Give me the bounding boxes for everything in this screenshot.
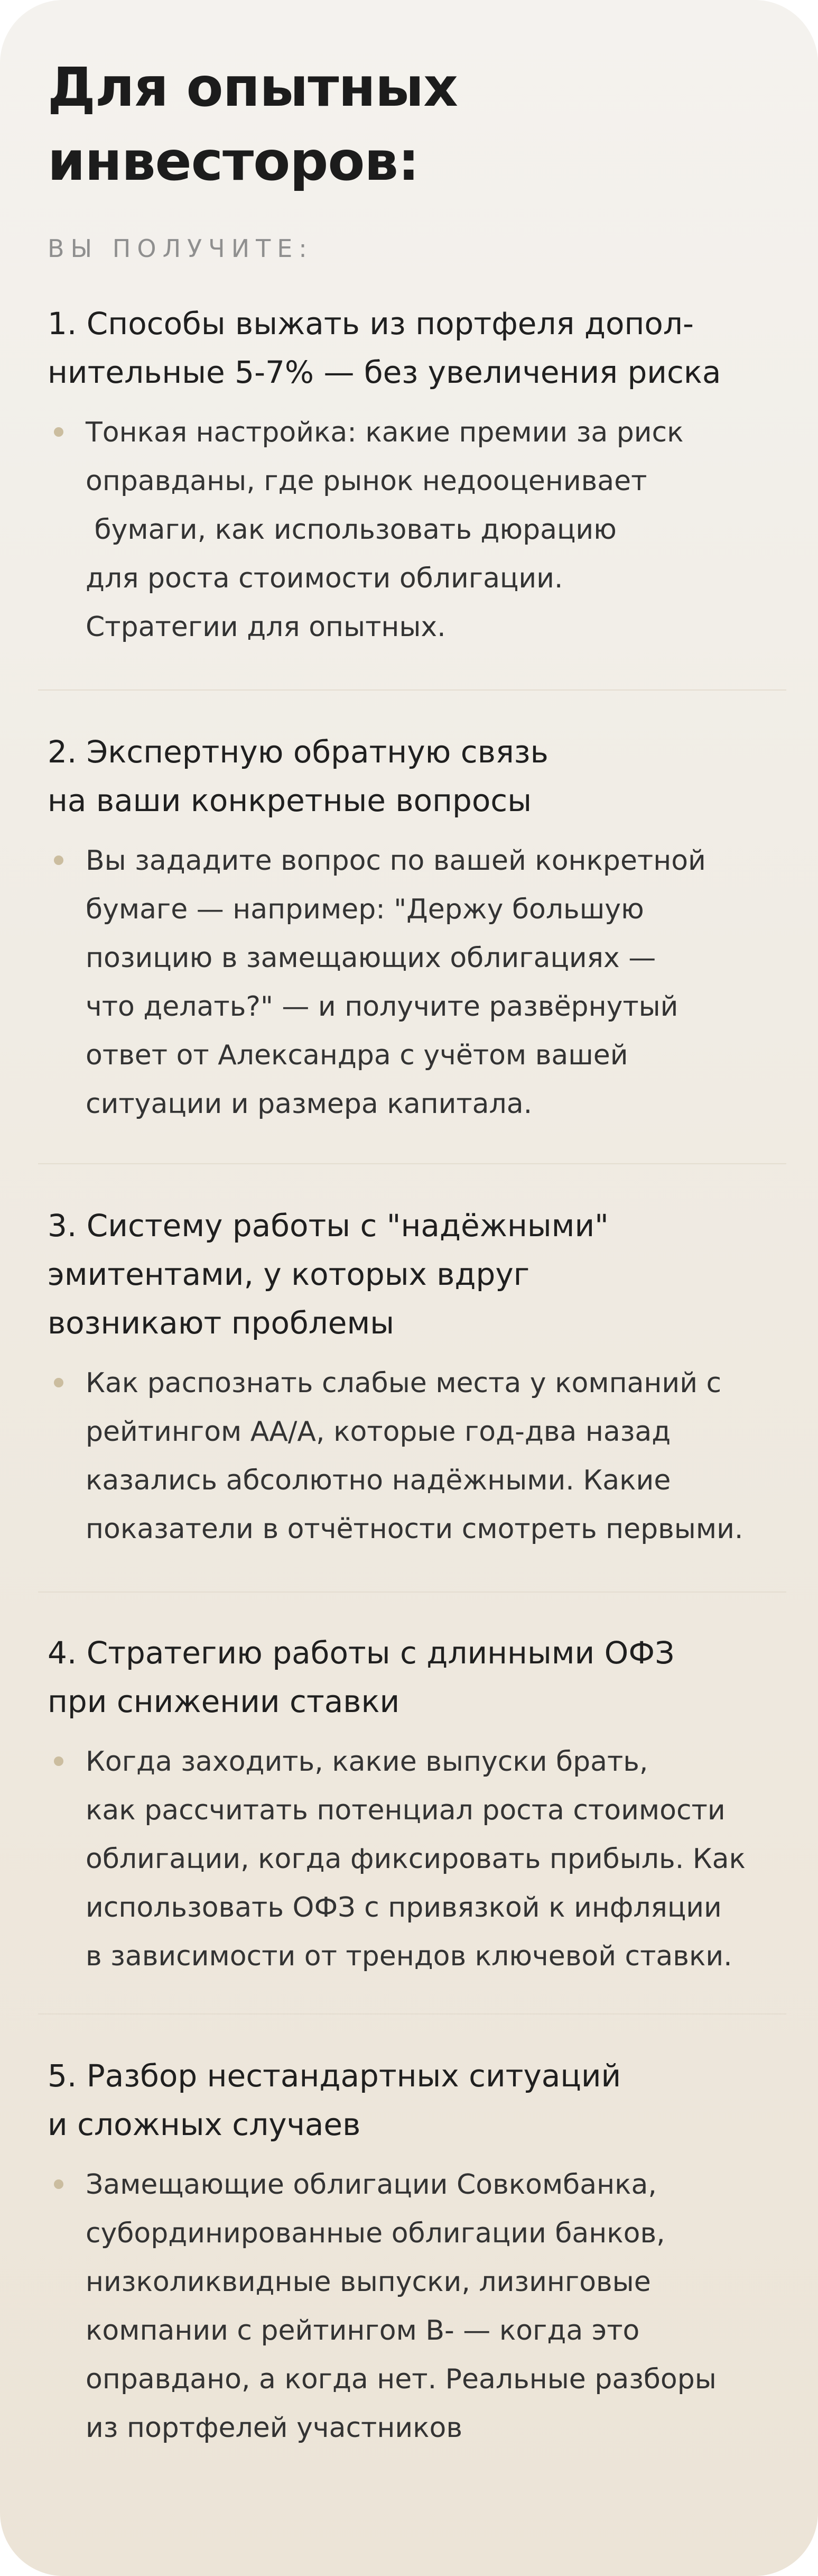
list-item bbox=[48, 836, 780, 1128]
bullet-text: Тонкая настройка: какие премии за риск оправданы, где рынок недооценивает бумаги, как использовать дюрацию для роста стоимости облигации. Стратегии для опытных. bbox=[86, 417, 684, 643]
list-item bbox=[48, 2160, 780, 2452]
bullet-text: Когда заходить, какие выпуски брать, как рассчитать потенциал роста стоимости облигации, когда фиксировать прибыль. Как использовать ОФЗ с привязкой к инфляции в зависимости от трендов ключевой ставки. bbox=[86, 1746, 746, 1972]
bullet-dot-icon bbox=[54, 2179, 63, 2189]
bullet-text: Как распознать слабые места у компаний с рейтингом АА/А, которые год-два назад казались абсолютно надёжными. Какие показатели в отчётности смотреть первыми. bbox=[86, 1367, 743, 1545]
subtitle: ВЫ ПОЛУЧИТЕ: bbox=[48, 234, 313, 263]
section-title: 1. Способы выжать из портфеля допол- нительные 5-7% — без увеличения риска bbox=[48, 306, 721, 390]
section-2 bbox=[48, 728, 780, 1128]
divider bbox=[38, 689, 786, 691]
bullet-text: Вы зададите вопрос по вашей конкретной бумаге — например: "Держу большую позицию в замещающих облигациях — что делать?" — и получите развёрнутый ответ от Александра с учётом вашей ситуации и размера капитала. bbox=[86, 845, 706, 1120]
list-item bbox=[48, 1737, 780, 1981]
section-title: 5. Разбор нестандартных ситуаций и сложных случаев bbox=[48, 2058, 621, 2142]
bullet-dot-icon bbox=[54, 855, 63, 865]
section-title: 4. Стратегию работы с длинными ОФЗ при снижении ставки bbox=[48, 1635, 675, 1719]
divider bbox=[38, 1163, 786, 1164]
list-item bbox=[48, 1359, 780, 1553]
bullet-text: Замещающие облигации Совкомбанка, субординированные облигации банков, низколиквидные выпуски, лизинговые компании с рейтингом В- — когда это оправдано, а когда нет. Реальные разборы из портфелей участников bbox=[86, 2169, 717, 2444]
bullet-dot-icon bbox=[54, 1756, 63, 1766]
section-title: 3. Систему работы с "надёжными" эмитентами, у которых вдруг возникают проблемы bbox=[48, 1208, 609, 1341]
section-3 bbox=[48, 1201, 780, 1553]
bullet-dot-icon bbox=[54, 1378, 63, 1387]
section-title: 2. Экспертную обратную связь на ваши конкретные вопросы bbox=[48, 734, 549, 818]
section-5 bbox=[48, 2051, 780, 2452]
section-1 bbox=[48, 299, 780, 651]
divider bbox=[38, 1591, 786, 1593]
title-line-2: инвесторов: bbox=[48, 130, 419, 193]
title-line-1: Для опытных bbox=[48, 56, 458, 119]
page-title bbox=[48, 51, 780, 199]
list-item bbox=[48, 408, 780, 651]
bullet-dot-icon bbox=[54, 427, 63, 437]
divider bbox=[38, 2013, 786, 2014]
section-4 bbox=[48, 1629, 780, 1981]
